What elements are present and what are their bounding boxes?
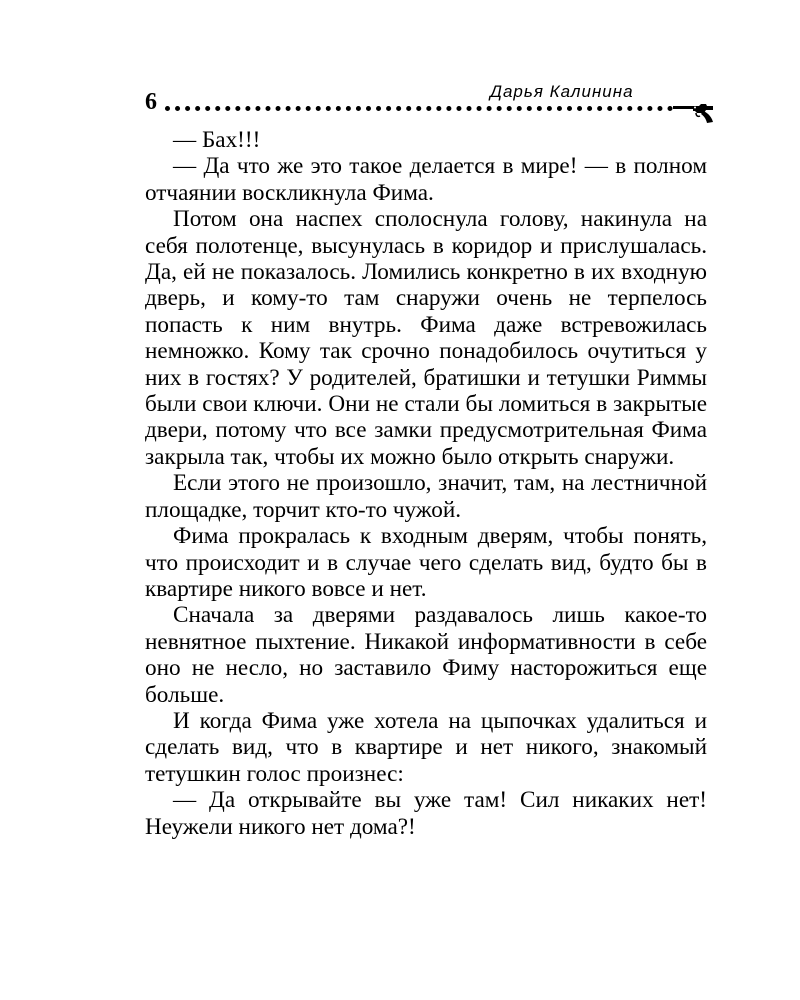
- paragraph: — Да открывайте вы уже там! Сил никаких нет! Неужели никого нет дома?!: [145, 787, 707, 840]
- body-text: [145, 127, 707, 840]
- paragraph: Сначала за дверями раздавалось лишь какое-то невнятное пыхтение. Никакой информативности в себе оно не несло, но заставило Фиму насторожиться еще больше.: [145, 602, 707, 708]
- paragraph: Если этого не произошло, значит, там, на лестничной площадке, торчит кто-то чужой.: [145, 470, 707, 523]
- running-header: [145, 78, 715, 128]
- paragraph: И когда Фима уже хотела на цыпочках удалиться и сделать вид, что в квартире и нет никого, знакомый тетушкин голос произнес:: [145, 707, 707, 787]
- running-head-author: Дарья Калинина: [490, 82, 634, 101]
- page-number: 6: [145, 89, 157, 115]
- paragraph: Фима прокралась к входным дверям, чтобы понять, что происходит и в случае чего сделать вид, будто бы в квартире никого вовсе и нет.: [145, 523, 707, 602]
- paragraph: — Бах!!!: [173, 127, 261, 153]
- revolver-icon: [673, 100, 717, 124]
- paragraph: Потом она наспех сполоснула голову, накинула на себя полотенце, высунулась в коридор и прислушалась. Да, ей не показалось. Ломились конкретно в их входную дверь, и кому-то там снаружи очень не терпелось попасть к ним внутрь. Фима даже встревожилась немножко. Кому так срочно понадобилось очутиться у них в гостях? У родителей, братишки и тетушки Риммы были свои ключи. Они не стали бы ломиться в закрытые двери, потому что все замки предусмотрительная Фима закрыла так, чтобы их можно было открыть снаружи.: [145, 206, 707, 470]
- paragraph: — Да что же это такое делается в мире! — в полном отчаянии воскликнула Фима.: [145, 153, 707, 206]
- dotted-rule: [165, 106, 673, 111]
